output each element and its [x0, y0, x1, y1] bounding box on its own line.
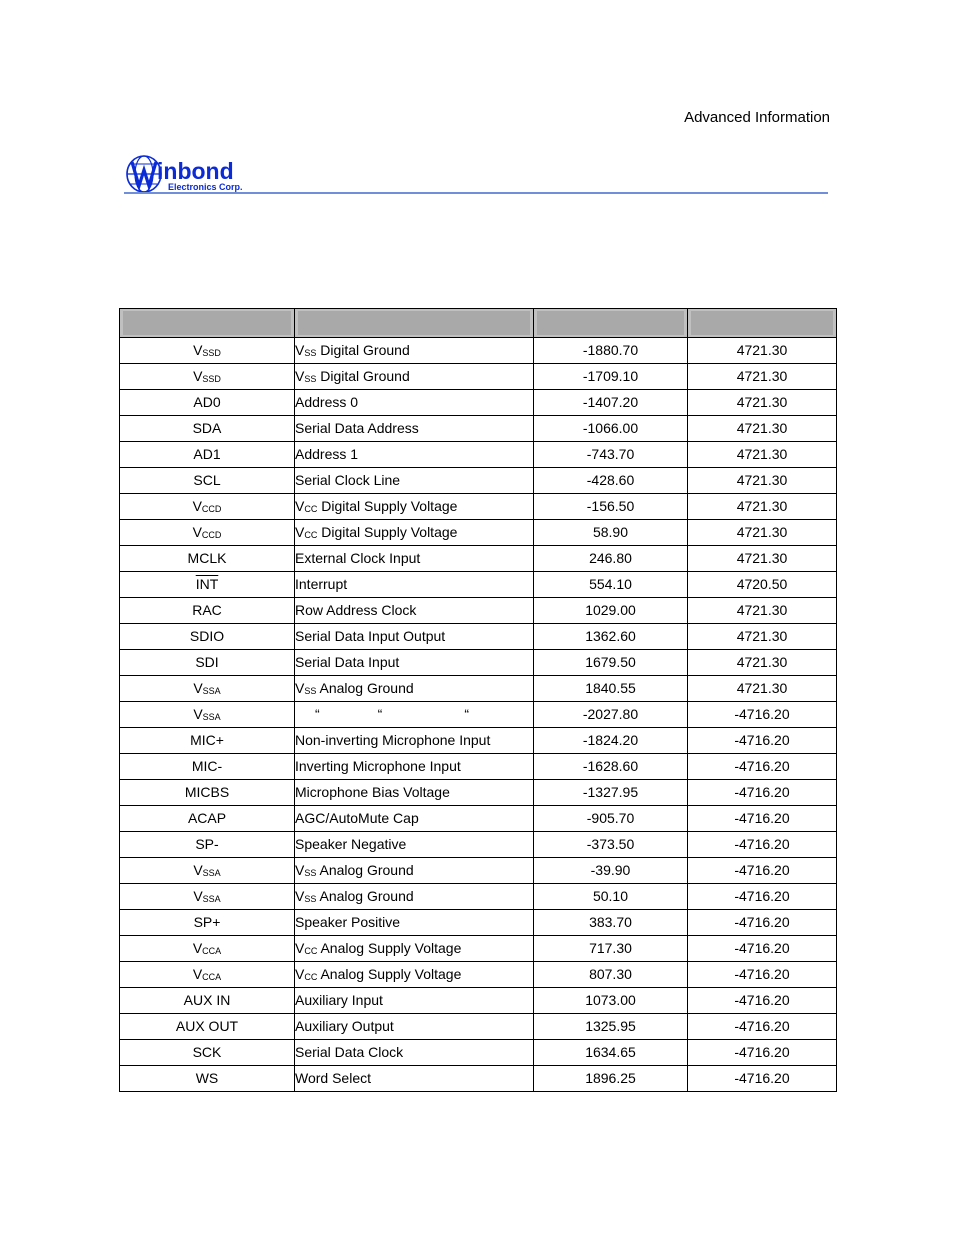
description-cell — [295, 988, 534, 1014]
description-text: Serial Clock Line — [295, 472, 401, 488]
pin-name-cell — [120, 494, 295, 520]
pin-name-cell — [120, 624, 295, 650]
header-cell-x — [534, 309, 688, 338]
description-text: Auxiliary Input — [295, 992, 383, 1008]
table-row — [120, 832, 837, 858]
description-cell — [295, 624, 534, 650]
description-text: Row Address Clock — [295, 602, 417, 618]
pin-name-cell — [120, 936, 295, 962]
table-row — [120, 624, 837, 650]
description-cell — [295, 416, 534, 442]
table-row — [120, 884, 837, 910]
description-cell — [295, 390, 534, 416]
description-subscript: SS — [304, 374, 317, 384]
description-cell — [295, 676, 534, 702]
pin-name-subscript: CCD — [201, 504, 222, 514]
y-coordinate-cell: 4721.30 — [688, 624, 837, 650]
description-text: Serial Data Address — [295, 420, 419, 436]
pin-name-subscript: SSD — [202, 348, 221, 358]
x-coordinate-cell: -373.50 — [534, 832, 688, 858]
pin-name-subscript: CCA — [202, 972, 222, 982]
description-text: Serial Data Input Output — [295, 628, 446, 644]
x-coordinate-cell: -743.70 — [534, 442, 688, 468]
logo-subtitle: Electronics Corp. — [168, 182, 243, 192]
pin-name-cell — [120, 468, 295, 494]
description-text: Speaker Negative — [295, 836, 407, 852]
header-cell-y — [688, 309, 837, 338]
y-coordinate-cell: 4721.30 — [688, 520, 837, 546]
pin-name: WS — [195, 1070, 219, 1086]
x-coordinate-cell: 1840.55 — [534, 676, 688, 702]
description-subscript: SS — [304, 894, 317, 904]
x-coordinate-cell: 50.10 — [534, 884, 688, 910]
pin-name-cell — [120, 598, 295, 624]
y-coordinate-cell: 4721.30 — [688, 676, 837, 702]
description-cell — [295, 1066, 534, 1092]
x-coordinate-cell: -2027.80 — [534, 702, 688, 728]
y-coordinate-cell: -4716.20 — [688, 858, 837, 884]
x-coordinate-cell: -1327.95 — [534, 780, 688, 806]
y-coordinate-cell: 4721.30 — [688, 442, 837, 468]
y-coordinate-cell: 4721.30 — [688, 598, 837, 624]
x-coordinate-cell: -905.70 — [534, 806, 688, 832]
ditto-mark: “ — [377, 706, 383, 722]
y-coordinate-cell: -4716.20 — [688, 702, 837, 728]
y-coordinate-cell: 4721.30 — [688, 364, 837, 390]
description-text: Inverting Microphone Input — [295, 758, 461, 774]
description-cell — [295, 702, 534, 728]
description-cell — [295, 1014, 534, 1040]
pin-name: ACAP — [187, 810, 227, 826]
description-text: V — [295, 888, 305, 904]
pin-name: AD1 — [193, 446, 221, 462]
header-cell-description — [295, 309, 534, 338]
pin-name: SP+ — [193, 914, 221, 930]
pin-name-cell — [120, 884, 295, 910]
pin-name-cell — [120, 780, 295, 806]
globe-icon — [127, 156, 161, 192]
pin-name-cell — [120, 416, 295, 442]
x-coordinate-cell: -428.60 — [534, 468, 688, 494]
pin-name: MIC- — [191, 758, 223, 774]
table-header-row — [120, 309, 837, 338]
x-coordinate-cell: -1407.20 — [534, 390, 688, 416]
table-row — [120, 442, 837, 468]
pin-name-cell — [120, 910, 295, 936]
table-row — [120, 650, 837, 676]
table-row — [120, 390, 837, 416]
logo-wordmark: inbond — [157, 158, 234, 184]
table-row — [120, 468, 837, 494]
description-rest: Digital Supply Voltage — [317, 524, 458, 540]
description-text: V — [295, 342, 305, 358]
pin-name: V — [192, 966, 203, 982]
description-text: V — [295, 940, 305, 956]
description-cell — [295, 338, 534, 364]
pin-name: V — [193, 680, 203, 696]
description-text: V — [295, 680, 305, 696]
x-coordinate-cell: -1066.00 — [534, 416, 688, 442]
y-coordinate-cell: 4721.30 — [688, 650, 837, 676]
pin-name: $\overline{INT}$ — [195, 576, 219, 592]
pin-name: MICBS — [184, 784, 230, 800]
header-cell-pin — [120, 309, 295, 338]
description-subscript: CC — [304, 946, 318, 956]
description-text: Address 1 — [295, 446, 359, 462]
description-text: Interrupt — [295, 576, 348, 592]
y-coordinate-cell: -4716.20 — [688, 754, 837, 780]
y-coordinate-cell: 4721.30 — [688, 416, 837, 442]
x-coordinate-cell: 1073.00 — [534, 988, 688, 1014]
pin-name: V — [192, 524, 202, 540]
description-rest: Analog Ground — [316, 888, 414, 904]
description-subscript: SS — [304, 868, 317, 878]
y-coordinate-cell: -4716.20 — [688, 962, 837, 988]
table-row — [120, 598, 837, 624]
pin-name-cell — [120, 650, 295, 676]
pin-name-cell — [120, 858, 295, 884]
description-text: Word Select — [295, 1070, 371, 1086]
y-coordinate-cell: -4716.20 — [688, 780, 837, 806]
y-coordinate-cell: 4721.30 — [688, 468, 837, 494]
description-cell — [295, 936, 534, 962]
description-cell — [295, 494, 534, 520]
x-coordinate-cell: 1896.25 — [534, 1066, 688, 1092]
pin-name-subscript: SSA — [202, 712, 221, 722]
pin-name: V — [193, 368, 203, 384]
y-coordinate-cell: -4716.20 — [688, 910, 837, 936]
pin-name-cell — [120, 1040, 295, 1066]
description-text: Speaker Positive — [295, 914, 401, 930]
pin-table — [119, 308, 837, 1092]
pin-name-cell — [120, 572, 295, 598]
pin-name: RAC — [192, 602, 222, 618]
description-cell — [295, 520, 534, 546]
table-row — [120, 702, 837, 728]
table-row — [120, 988, 837, 1014]
description-text: Non-inverting Microphone Input — [295, 732, 491, 748]
table-row — [120, 546, 837, 572]
description-subscript: SS — [304, 348, 317, 358]
table-row — [120, 1014, 837, 1040]
pin-name-cell — [120, 962, 295, 988]
description-text: V — [295, 966, 305, 982]
description-cell — [295, 598, 534, 624]
header-note: Advanced Information — [684, 109, 830, 126]
pin-name: SDIO — [189, 628, 225, 644]
y-coordinate-cell: 4721.30 — [688, 494, 837, 520]
pin-name: MCLK — [187, 550, 227, 566]
table-row — [120, 1040, 837, 1066]
pin-name: V — [193, 342, 203, 358]
description-subscript: CC — [304, 530, 318, 540]
description-rest: Digital Ground — [316, 368, 410, 384]
y-coordinate-cell: 4721.30 — [688, 546, 837, 572]
description-rest: Digital Ground — [316, 342, 410, 358]
x-coordinate-cell: 58.90 — [534, 520, 688, 546]
description-cell — [295, 1040, 534, 1066]
description-rest: Analog Supply Voltage — [317, 966, 462, 982]
table-row — [120, 858, 837, 884]
pin-name: V — [193, 888, 203, 904]
pin-name: V — [192, 940, 203, 956]
description-cell — [295, 442, 534, 468]
y-coordinate-cell: -4716.20 — [688, 832, 837, 858]
description-text: V — [295, 368, 305, 384]
pin-table-body — [120, 338, 837, 1092]
pin-name-cell — [120, 988, 295, 1014]
table-row — [120, 416, 837, 442]
table-row — [120, 806, 837, 832]
pin-name: MIC+ — [190, 732, 224, 748]
pin-name-subscript: SSD — [202, 374, 221, 384]
x-coordinate-cell: -1709.10 — [534, 364, 688, 390]
pin-name: AD0 — [193, 394, 221, 410]
table-row — [120, 572, 837, 598]
pin-name-cell — [120, 702, 295, 728]
y-coordinate-cell: -4716.20 — [688, 806, 837, 832]
description-text: Address 0 — [295, 394, 359, 410]
description-text: V — [295, 524, 305, 540]
pin-name: V — [193, 862, 203, 878]
description-text: V — [295, 862, 305, 878]
description-text: Auxiliary Output — [295, 1018, 394, 1034]
table-row — [120, 936, 837, 962]
x-coordinate-cell: 383.70 — [534, 910, 688, 936]
table-row — [120, 676, 837, 702]
y-coordinate-cell: 4721.30 — [688, 338, 837, 364]
x-coordinate-cell: 1679.50 — [534, 650, 688, 676]
description-text: Serial Data Input — [295, 654, 400, 670]
ditto-mark: “ — [464, 706, 470, 722]
table-row — [120, 520, 837, 546]
x-coordinate-cell: 717.30 — [534, 936, 688, 962]
description-rest: Analog Ground — [316, 680, 414, 696]
description-cell — [295, 650, 534, 676]
description-cell — [295, 910, 534, 936]
pin-name-subscript: SSA — [202, 868, 221, 878]
pin-name-cell — [120, 390, 295, 416]
y-coordinate-cell: -4716.20 — [688, 1040, 837, 1066]
x-coordinate-cell: -1824.20 — [534, 728, 688, 754]
pin-name-cell — [120, 832, 295, 858]
description-text: V — [295, 498, 305, 514]
description-subscript: CC — [304, 972, 318, 982]
y-coordinate-cell: -4716.20 — [688, 988, 837, 1014]
x-coordinate-cell: -1628.60 — [534, 754, 688, 780]
pin-name: AUX IN — [183, 992, 231, 1008]
description-cell — [295, 728, 534, 754]
pin-name: V — [193, 706, 203, 722]
description-cell — [295, 754, 534, 780]
y-coordinate-cell: -4716.20 — [688, 1066, 837, 1092]
description-rest: Digital Supply Voltage — [317, 498, 458, 514]
description-rest: Analog Ground — [316, 862, 414, 878]
pin-name-cell — [120, 1066, 295, 1092]
description-cell — [295, 780, 534, 806]
table-row — [120, 494, 837, 520]
pin-name: SDA — [192, 420, 222, 436]
x-coordinate-cell: 554.10 — [534, 572, 688, 598]
winbond-logo — [126, 153, 256, 195]
table-row — [120, 780, 837, 806]
description-text: Microphone Bias Voltage — [295, 784, 450, 800]
x-coordinate-cell: 807.30 — [534, 962, 688, 988]
pin-name: V — [192, 498, 202, 514]
table-row — [120, 910, 837, 936]
description-cell — [295, 832, 534, 858]
table-row — [120, 364, 837, 390]
description-cell — [295, 884, 534, 910]
y-coordinate-cell: 4720.50 — [688, 572, 837, 598]
description-cell — [295, 468, 534, 494]
table-row — [120, 728, 837, 754]
table-row — [120, 962, 837, 988]
pin-name: AUX OUT — [175, 1018, 239, 1034]
pin-name: SDI — [195, 654, 219, 670]
x-coordinate-cell: 1362.60 — [534, 624, 688, 650]
pin-name-cell — [120, 520, 295, 546]
description-cell — [295, 962, 534, 988]
description-text: AGC/AutoMute Cap — [295, 810, 419, 826]
description-cell — [295, 806, 534, 832]
pin-name: SP- — [195, 836, 219, 852]
description-text: Serial Data Clock — [295, 1044, 404, 1060]
pin-name-cell — [120, 728, 295, 754]
x-coordinate-cell: 1325.95 — [534, 1014, 688, 1040]
table-row — [120, 754, 837, 780]
table-row — [120, 338, 837, 364]
header-rule — [124, 192, 828, 194]
x-coordinate-cell: 1029.00 — [534, 598, 688, 624]
pin-name-subscript: SSA — [202, 686, 221, 696]
pin-name-cell — [120, 546, 295, 572]
description-text: External Clock Input — [295, 550, 421, 566]
description-cell — [295, 572, 534, 598]
description-cell — [295, 364, 534, 390]
y-coordinate-cell: -4716.20 — [688, 1014, 837, 1040]
pin-name-cell — [120, 806, 295, 832]
table-row — [120, 1066, 837, 1092]
pin-name-subscript: CCD — [201, 530, 222, 540]
description-subscript: CC — [304, 504, 318, 514]
pin-name-subscript: CCA — [202, 946, 222, 956]
pin-name-cell — [120, 1014, 295, 1040]
y-coordinate-cell: 4721.30 — [688, 390, 837, 416]
description-rest: Analog Supply Voltage — [317, 940, 462, 956]
pin-name-cell — [120, 442, 295, 468]
x-coordinate-cell: 1634.65 — [534, 1040, 688, 1066]
x-coordinate-cell: -1880.70 — [534, 338, 688, 364]
x-coordinate-cell: -39.90 — [534, 858, 688, 884]
description-cell — [295, 858, 534, 884]
x-coordinate-cell: 246.80 — [534, 546, 688, 572]
y-coordinate-cell: -4716.20 — [688, 728, 837, 754]
pin-name: SCL — [193, 472, 221, 488]
pin-name-cell — [120, 676, 295, 702]
pin-name: SCK — [192, 1044, 222, 1060]
pin-name-subscript: SSA — [202, 894, 221, 904]
description-cell — [295, 546, 534, 572]
pin-name-cell — [120, 364, 295, 390]
ditto-mark: “ — [315, 706, 320, 722]
pin-name-cell — [120, 338, 295, 364]
x-coordinate-cell: -156.50 — [534, 494, 688, 520]
description-subscript: SS — [304, 686, 317, 696]
y-coordinate-cell: -4716.20 — [688, 936, 837, 962]
y-coordinate-cell: -4716.20 — [688, 884, 837, 910]
pin-name-cell — [120, 754, 295, 780]
